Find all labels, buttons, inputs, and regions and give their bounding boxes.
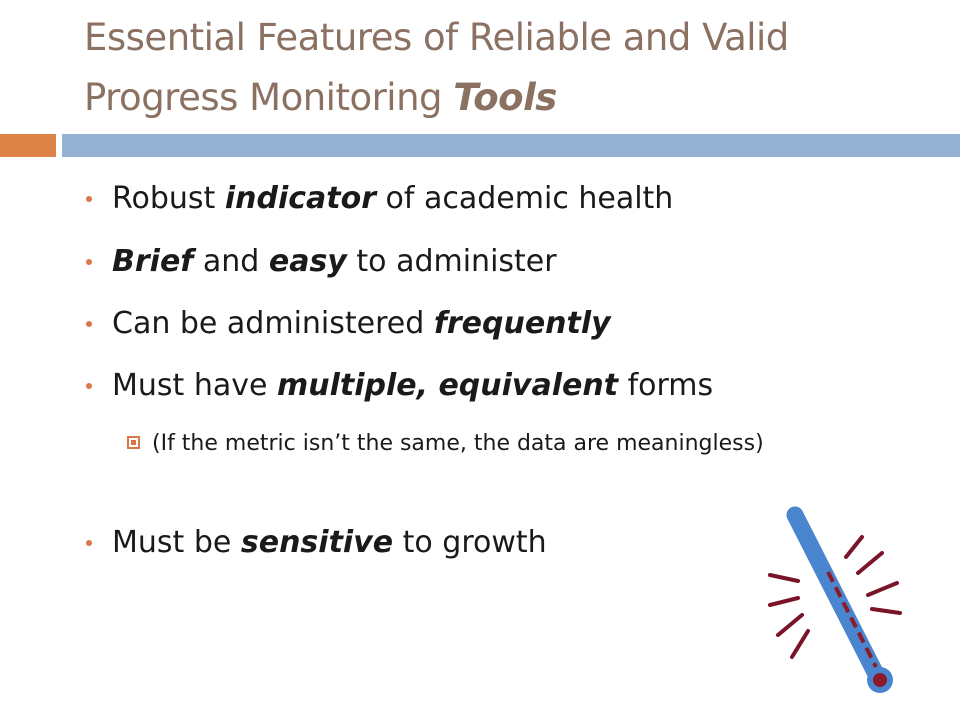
title-emphasis: Tools — [453, 76, 557, 119]
title-line2: Progress Monitoring — [84, 76, 454, 119]
bullet-dot — [86, 259, 92, 265]
title-line1: Essential Features of Reliable and Valid — [84, 16, 789, 59]
bullet-text: Brief and easy to administer — [112, 244, 557, 279]
thermometer-icon — [740, 495, 930, 705]
bullet-text: Must be sensitive to growth — [112, 525, 547, 560]
bullet-dot — [86, 540, 92, 546]
bullet-text: Robust indicator of academic health — [112, 181, 674, 216]
bullet-dot — [86, 196, 92, 202]
bullet-text: Must have multiple, equivalent forms — [112, 368, 714, 403]
sub-bullet-text: (If the metric isn’t the same, the data are meaningless) — [152, 431, 764, 456]
bullet-dot — [86, 383, 92, 389]
sub-bullet-marker — [127, 436, 140, 449]
bullet-text: Can be administered frequently — [112, 306, 611, 341]
bullet-dot — [86, 321, 92, 327]
